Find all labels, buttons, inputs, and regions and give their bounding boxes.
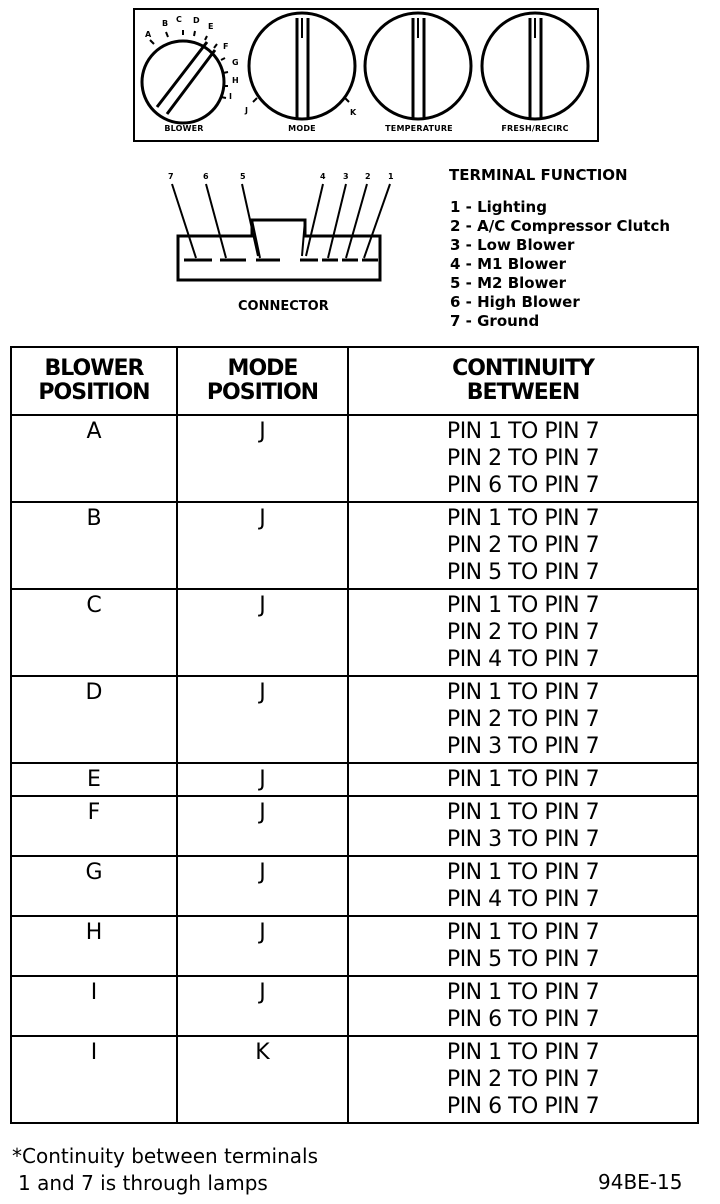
blower-position-cell: F — [11, 796, 177, 856]
blower-pos-letter: H — [232, 76, 239, 85]
continuity-line: PIN 1 TO PIN 7 — [446, 767, 600, 792]
continuity-line: PIN 1 TO PIN 7 — [446, 980, 600, 1005]
continuity-line: PIN 1 TO PIN 7 — [446, 680, 600, 705]
continuity-line: PIN 6 TO PIN 7 — [446, 1007, 600, 1032]
continuity-line: PIN 1 TO PIN 7 — [446, 800, 600, 825]
continuity-cell — [348, 415, 698, 502]
table-row — [11, 763, 698, 796]
table-row — [11, 1036, 698, 1123]
table-row — [11, 916, 698, 976]
continuity-cell — [348, 763, 698, 796]
continuity-line: PIN 3 TO PIN 7 — [446, 734, 600, 759]
mode-position-cell: K — [177, 1036, 348, 1123]
mode-position-cell: J — [177, 676, 348, 763]
blower-pos-letter: B — [162, 19, 169, 28]
header-line: POSITION — [206, 380, 319, 405]
table-row — [11, 976, 698, 1036]
continuity-line: PIN 2 TO PIN 7 — [446, 620, 600, 645]
continuity-line: PIN 4 TO PIN 7 — [446, 647, 600, 672]
continuity-cell — [348, 856, 698, 916]
mode-position-cell: J — [177, 916, 348, 976]
mode-pos-letter: K — [350, 108, 357, 117]
continuity-line: PIN 2 TO PIN 7 — [446, 1067, 600, 1092]
blower-position-cell: H — [11, 916, 177, 976]
continuity-line: PIN 1 TO PIN 7 — [446, 506, 600, 531]
mode-position-cell: J — [177, 856, 348, 916]
table-header-row — [11, 347, 698, 415]
temperature-knob — [365, 13, 471, 119]
continuity-table — [10, 346, 699, 1124]
continuity-cell — [348, 676, 698, 763]
blower-position-cell: I — [11, 1036, 177, 1123]
continuity-cell — [348, 502, 698, 589]
continuity-cell — [348, 589, 698, 676]
terminal-function-item: 3 - Low Blower — [450, 236, 575, 254]
knob-label: TEMPERATURE — [385, 124, 453, 133]
connector-pin-number: 1 — [388, 172, 394, 181]
connector-pin-number: 3 — [343, 172, 349, 181]
header-line: MODE — [227, 356, 298, 381]
blower-position-cell: D — [11, 676, 177, 763]
header-blower-position — [11, 347, 177, 415]
header-line: CONTINUITY — [452, 356, 594, 381]
header-line: POSITION — [38, 380, 150, 405]
figure-id: 94BE-15 — [598, 1170, 683, 1194]
continuity-cell — [348, 916, 698, 976]
footnote-line: 1 and 7 is through lamps — [18, 1171, 268, 1195]
mode-position-cell: J — [177, 976, 348, 1036]
header-line: BLOWER — [44, 356, 144, 381]
table-row — [11, 676, 698, 763]
blower-position-cell: I — [11, 976, 177, 1036]
blower-position-cell: B — [11, 502, 177, 589]
blower-pos-letter: A — [145, 30, 152, 39]
knob-label: BLOWER — [164, 124, 204, 133]
continuity-line: PIN 5 TO PIN 7 — [446, 560, 600, 585]
blower-pos-letter: G — [232, 58, 239, 67]
connector-pin-number: 2 — [365, 172, 371, 181]
mode-knob — [249, 13, 355, 119]
blower-position-cell: G — [11, 856, 177, 916]
continuity-line: PIN 1 TO PIN 7 — [446, 419, 600, 444]
mode-position-cell: J — [177, 502, 348, 589]
footnote-line: *Continuity between terminals — [12, 1144, 319, 1168]
table-row — [11, 589, 698, 676]
terminal-function-item: 4 - M1 Blower — [450, 255, 567, 273]
continuity-line: PIN 1 TO PIN 7 — [446, 920, 600, 945]
continuity-line: PIN 3 TO PIN 7 — [446, 827, 600, 852]
table-row — [11, 415, 698, 502]
connector-pin-number: 7 — [168, 172, 174, 181]
continuity-line: PIN 2 TO PIN 7 — [446, 446, 600, 471]
continuity-cell — [348, 796, 698, 856]
header-line: BETWEEN — [466, 380, 580, 405]
connector-label: CONNECTOR — [238, 299, 329, 314]
table-row — [11, 796, 698, 856]
terminal-function-item: 1 - Lighting — [450, 198, 547, 216]
blower-pos-letter: D — [193, 16, 200, 25]
mode-position-cell: J — [177, 763, 348, 796]
footnote — [12, 1143, 318, 1197]
blower-position-cell: A — [11, 415, 177, 502]
blower-knob — [142, 30, 228, 123]
terminal-function-title: TERMINAL FUNCTION — [449, 166, 628, 184]
continuity-line: PIN 5 TO PIN 7 — [446, 947, 600, 972]
mode-position-cell: J — [177, 589, 348, 676]
continuity-cell — [348, 976, 698, 1036]
header-mode-position — [177, 347, 348, 415]
control-panel — [133, 8, 599, 142]
connector-pin-number: 6 — [203, 172, 209, 181]
continuity-line: PIN 6 TO PIN 7 — [446, 473, 600, 498]
blower-pos-letter: I — [229, 92, 232, 101]
terminal-function-item: 7 - Ground — [450, 312, 540, 330]
continuity-line: PIN 1 TO PIN 7 — [446, 593, 600, 618]
blower-position-cell: E — [11, 763, 177, 796]
blower-pos-letter: E — [208, 22, 214, 31]
header-continuity-between — [348, 347, 698, 415]
fresh-recirc-knob — [482, 13, 588, 119]
connector-pin-number: 5 — [240, 172, 246, 181]
continuity-line: PIN 2 TO PIN 7 — [446, 533, 600, 558]
blower-pos-letter: C — [176, 15, 182, 24]
connector-diagram — [160, 168, 410, 308]
knob-label: FRESH/RECIRC — [501, 124, 569, 133]
mode-position-cell: J — [177, 796, 348, 856]
mode-pos-letter: J — [245, 106, 248, 115]
table-body — [11, 415, 698, 1123]
connector-pin-number: 4 — [320, 172, 326, 181]
table-row — [11, 502, 698, 589]
terminal-function-item: 5 - M2 Blower — [450, 274, 567, 292]
connector-drawing — [160, 168, 410, 298]
control-panel-drawing — [135, 10, 597, 140]
continuity-line: PIN 4 TO PIN 7 — [446, 887, 600, 912]
blower-pos-letter: F — [223, 42, 229, 51]
terminal-function-item: 6 - High Blower — [450, 293, 580, 311]
continuity-line: PIN 1 TO PIN 7 — [446, 860, 600, 885]
continuity-cell — [348, 1036, 698, 1123]
continuity-line: PIN 1 TO PIN 7 — [446, 1040, 600, 1065]
terminal-function-item: 2 - A/C Compressor Clutch — [450, 217, 671, 235]
mode-position-cell: J — [177, 415, 348, 502]
continuity-line: PIN 6 TO PIN 7 — [446, 1094, 600, 1119]
knob-label: MODE — [288, 124, 316, 133]
blower-position-cell: C — [11, 589, 177, 676]
continuity-line: PIN 2 TO PIN 7 — [446, 707, 600, 732]
table-row — [11, 856, 698, 916]
terminal-function-list — [450, 198, 670, 331]
